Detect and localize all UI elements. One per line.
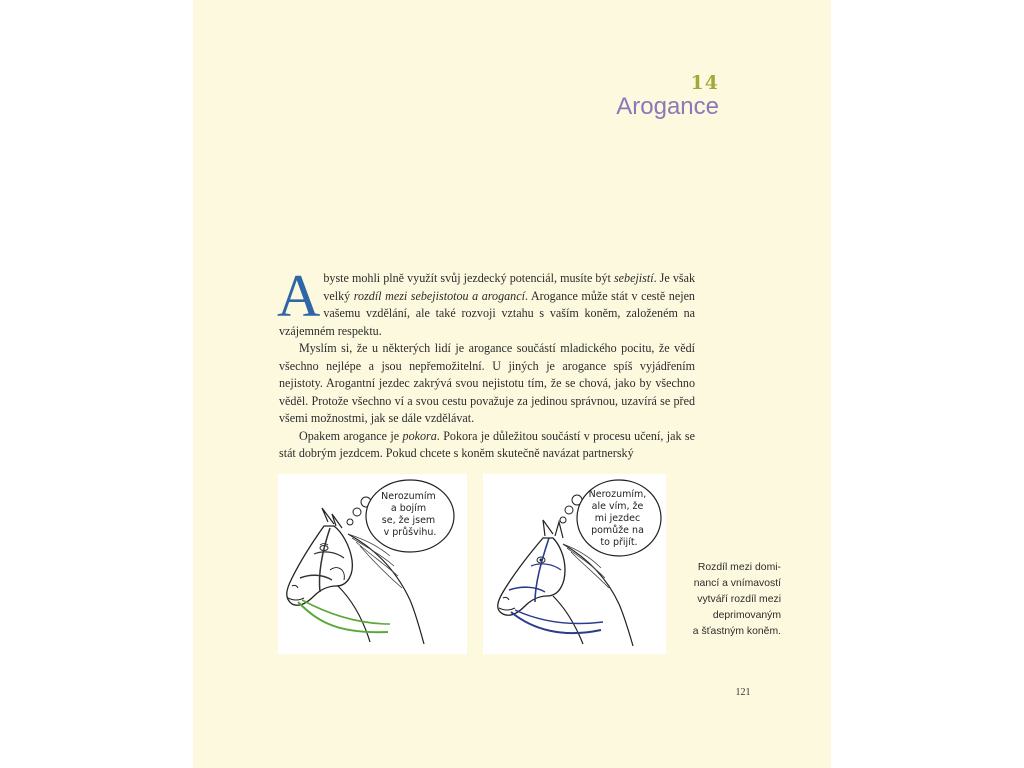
left-bubble-line-2: a bojím [390, 503, 427, 514]
caption-line-4: deprimovaným [712, 610, 781, 621]
p1-emphasis-2: rozdíl mezi sebejistotou a arogancí [353, 288, 525, 303]
left-bubble-line-1: Nerozumím [381, 491, 436, 502]
paragraph-2: Myslím si, že u některých lidí je arogance součástí mladického pocitu, že vědí všechno nejlépe a jsou nepřemožitelní. U jiných je arogance spíš vyjádřením nejistoty. Arogantní jezdec zakrývá svou nejistotu tím, že se chová, jako by všechno věděl. Protože všechno ví a svou cestu považuje za jedinou správnou, uzavírá se před všemi možnostmi, jak se dále vzdělávat. [279, 341, 695, 425]
right-bubble-line-2: ale vím, že [591, 501, 644, 512]
drop-cap: A [277, 263, 321, 329]
svg-text:Nerozumím a bojím [381, 491, 439, 538]
body-text [277, 263, 695, 463]
p1-text-3: . Arogance může stát v cestě nejen vašemu vzdělání, ale také rozvoji vztahu s vaším koněm, založeném na vzájemném respektu. [279, 288, 695, 338]
caption-line-1: Rozdíl mezi domi- [697, 562, 781, 573]
p1-emphasis-1: sebejistí [613, 271, 654, 285]
right-bubble-line-1: Nerozumím, [588, 489, 647, 500]
caption-line-3: vytváří rozdíl mezi [697, 594, 781, 605]
paragraph-3 [279, 428, 695, 463]
p1-text-1: byste mohli plně využít svůj jezdecký potenciál, musíte být [323, 271, 614, 285]
p1-text-2: . Je však velký [323, 271, 695, 303]
left-bubble-line-4: v průšvihu. [383, 527, 437, 538]
right-bubble-line-3: mi jezdec [594, 513, 641, 524]
chapter-title: Arogance [616, 93, 719, 120]
p3-text-1: Opakem arogance je [299, 428, 403, 443]
happy-horse-drawing [483, 474, 666, 654]
anxious-horse-drawing [278, 474, 467, 654]
figure-caption [681, 560, 781, 640]
caption-line-5: a šťastným koněm. [692, 626, 781, 637]
page-number: 121 [735, 687, 751, 698]
paragraph-1 [277, 263, 695, 340]
p3-text-2: . Pokora je důležitou součástí v procesu učení, jak se stát dobrým jezdcem. Pokud chcete s koněm skutečně navázat partnerský [279, 428, 695, 460]
chapter-number: 14 [690, 72, 719, 94]
p3-emphasis-1: pokora [402, 428, 437, 443]
right-bubble-line-5: to přijít. [600, 537, 638, 548]
right-bubble-line-4: pomůže na [591, 525, 644, 536]
illustration-anxious-horse [278, 474, 467, 654]
left-bubble-line-3: se, že jsem [381, 515, 436, 526]
book-page [193, 0, 831, 768]
caption-line-2: nancí a vnímavostí [693, 578, 781, 589]
illustration-happy-horse [483, 474, 666, 654]
